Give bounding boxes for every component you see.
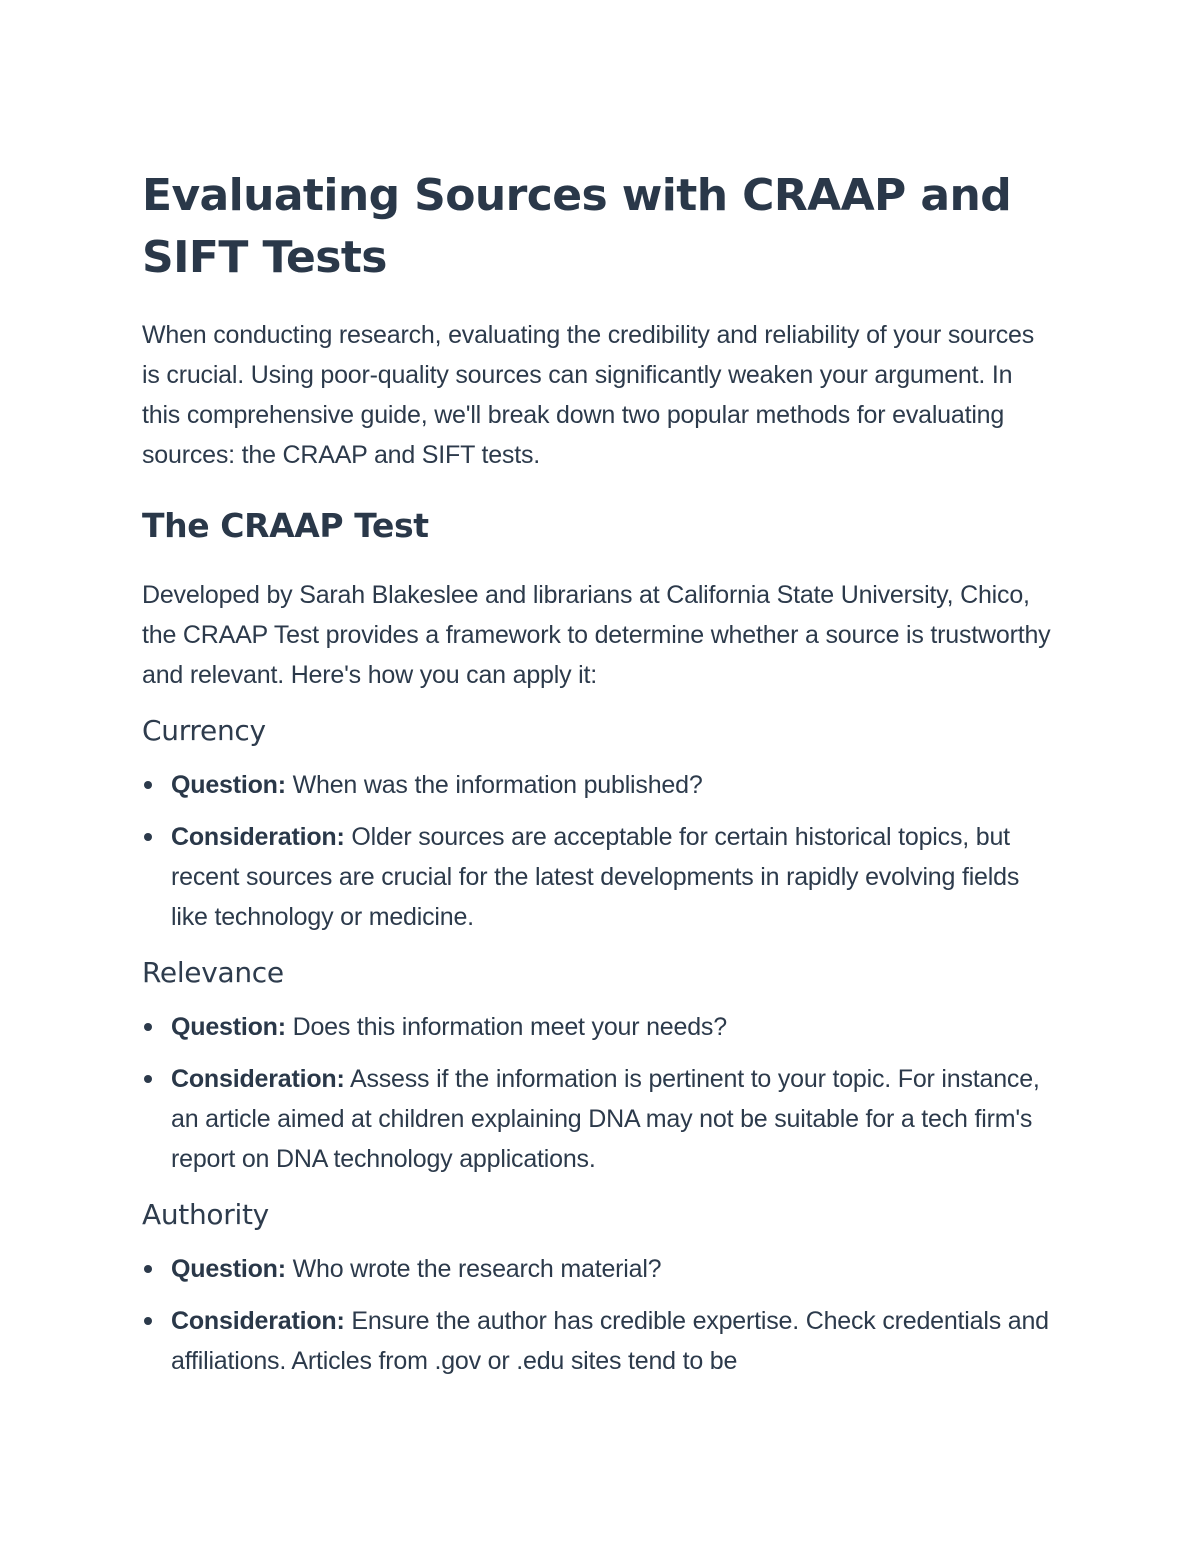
document-page [142,165,1057,1395]
list-item [142,1249,1057,1289]
item-text: Does this information meet your needs? [292,1013,727,1041]
bullet-icon [144,1265,152,1273]
item-text: When was the information published? [292,771,703,799]
bullet-icon [144,781,152,789]
section-heading-currency: Currency [142,714,266,747]
authority-list [142,1249,1057,1381]
item-label: Question: [171,1013,286,1041]
intro-paragraph: When conducting research, evaluating the credibility and reliability of your sources is crucial. Using poor-quality sources can significantly weaken your argument. In this comprehensive guide, we'll break down two popular methods for evaluating sources: the CRAAP and SIFT tests. [142,321,1035,469]
craap-intro-paragraph: Developed by Sarah Blakeslee and librarians at California State University, Chico, the CRAAP Test provides a framework to determine whether a source is trustworthy and relevant. Here's how you can apply it: [142,581,1051,689]
list-item [142,817,1057,937]
item-label: Question: [171,771,286,799]
item-text: Who wrote the research material? [292,1255,662,1283]
item-label: Consideration: [171,1307,345,1335]
item-text: Assess if the information is pertinent to your topic. For instance, an article aimed at children explaining DNA may not be suitable for a tech firm's report on DNA technology applications. [171,1065,1040,1173]
item-label: Consideration: [171,1065,345,1093]
list-item [142,1301,1057,1381]
currency-list [142,765,1057,937]
item-text: Older sources are acceptable for certain historical topics, but recent sources are crucial for the latest developments in rapidly evolving fields like technology or medicine. [171,823,1020,931]
craap-heading: The CRAAP Test [142,506,429,545]
bullet-icon [144,1023,152,1031]
list-item [142,1059,1057,1179]
bullet-icon [144,1317,152,1325]
item-label: Question: [171,1255,286,1283]
bullet-icon [144,833,152,841]
section-heading-relevance: Relevance [142,956,284,989]
bullet-icon [144,1075,152,1083]
list-item [142,1007,1057,1047]
item-text: Ensure the author has credible expertise. Check credentials and affiliations. Articles from .gov or .edu sites tend to be [171,1307,1049,1375]
list-item [142,765,1057,805]
item-label: Consideration: [171,823,345,851]
relevance-list [142,1007,1057,1179]
section-heading-authority: Authority [142,1198,269,1231]
page-title: Evaluating Sources with CRAAP and SIFT Tests [142,170,1012,283]
